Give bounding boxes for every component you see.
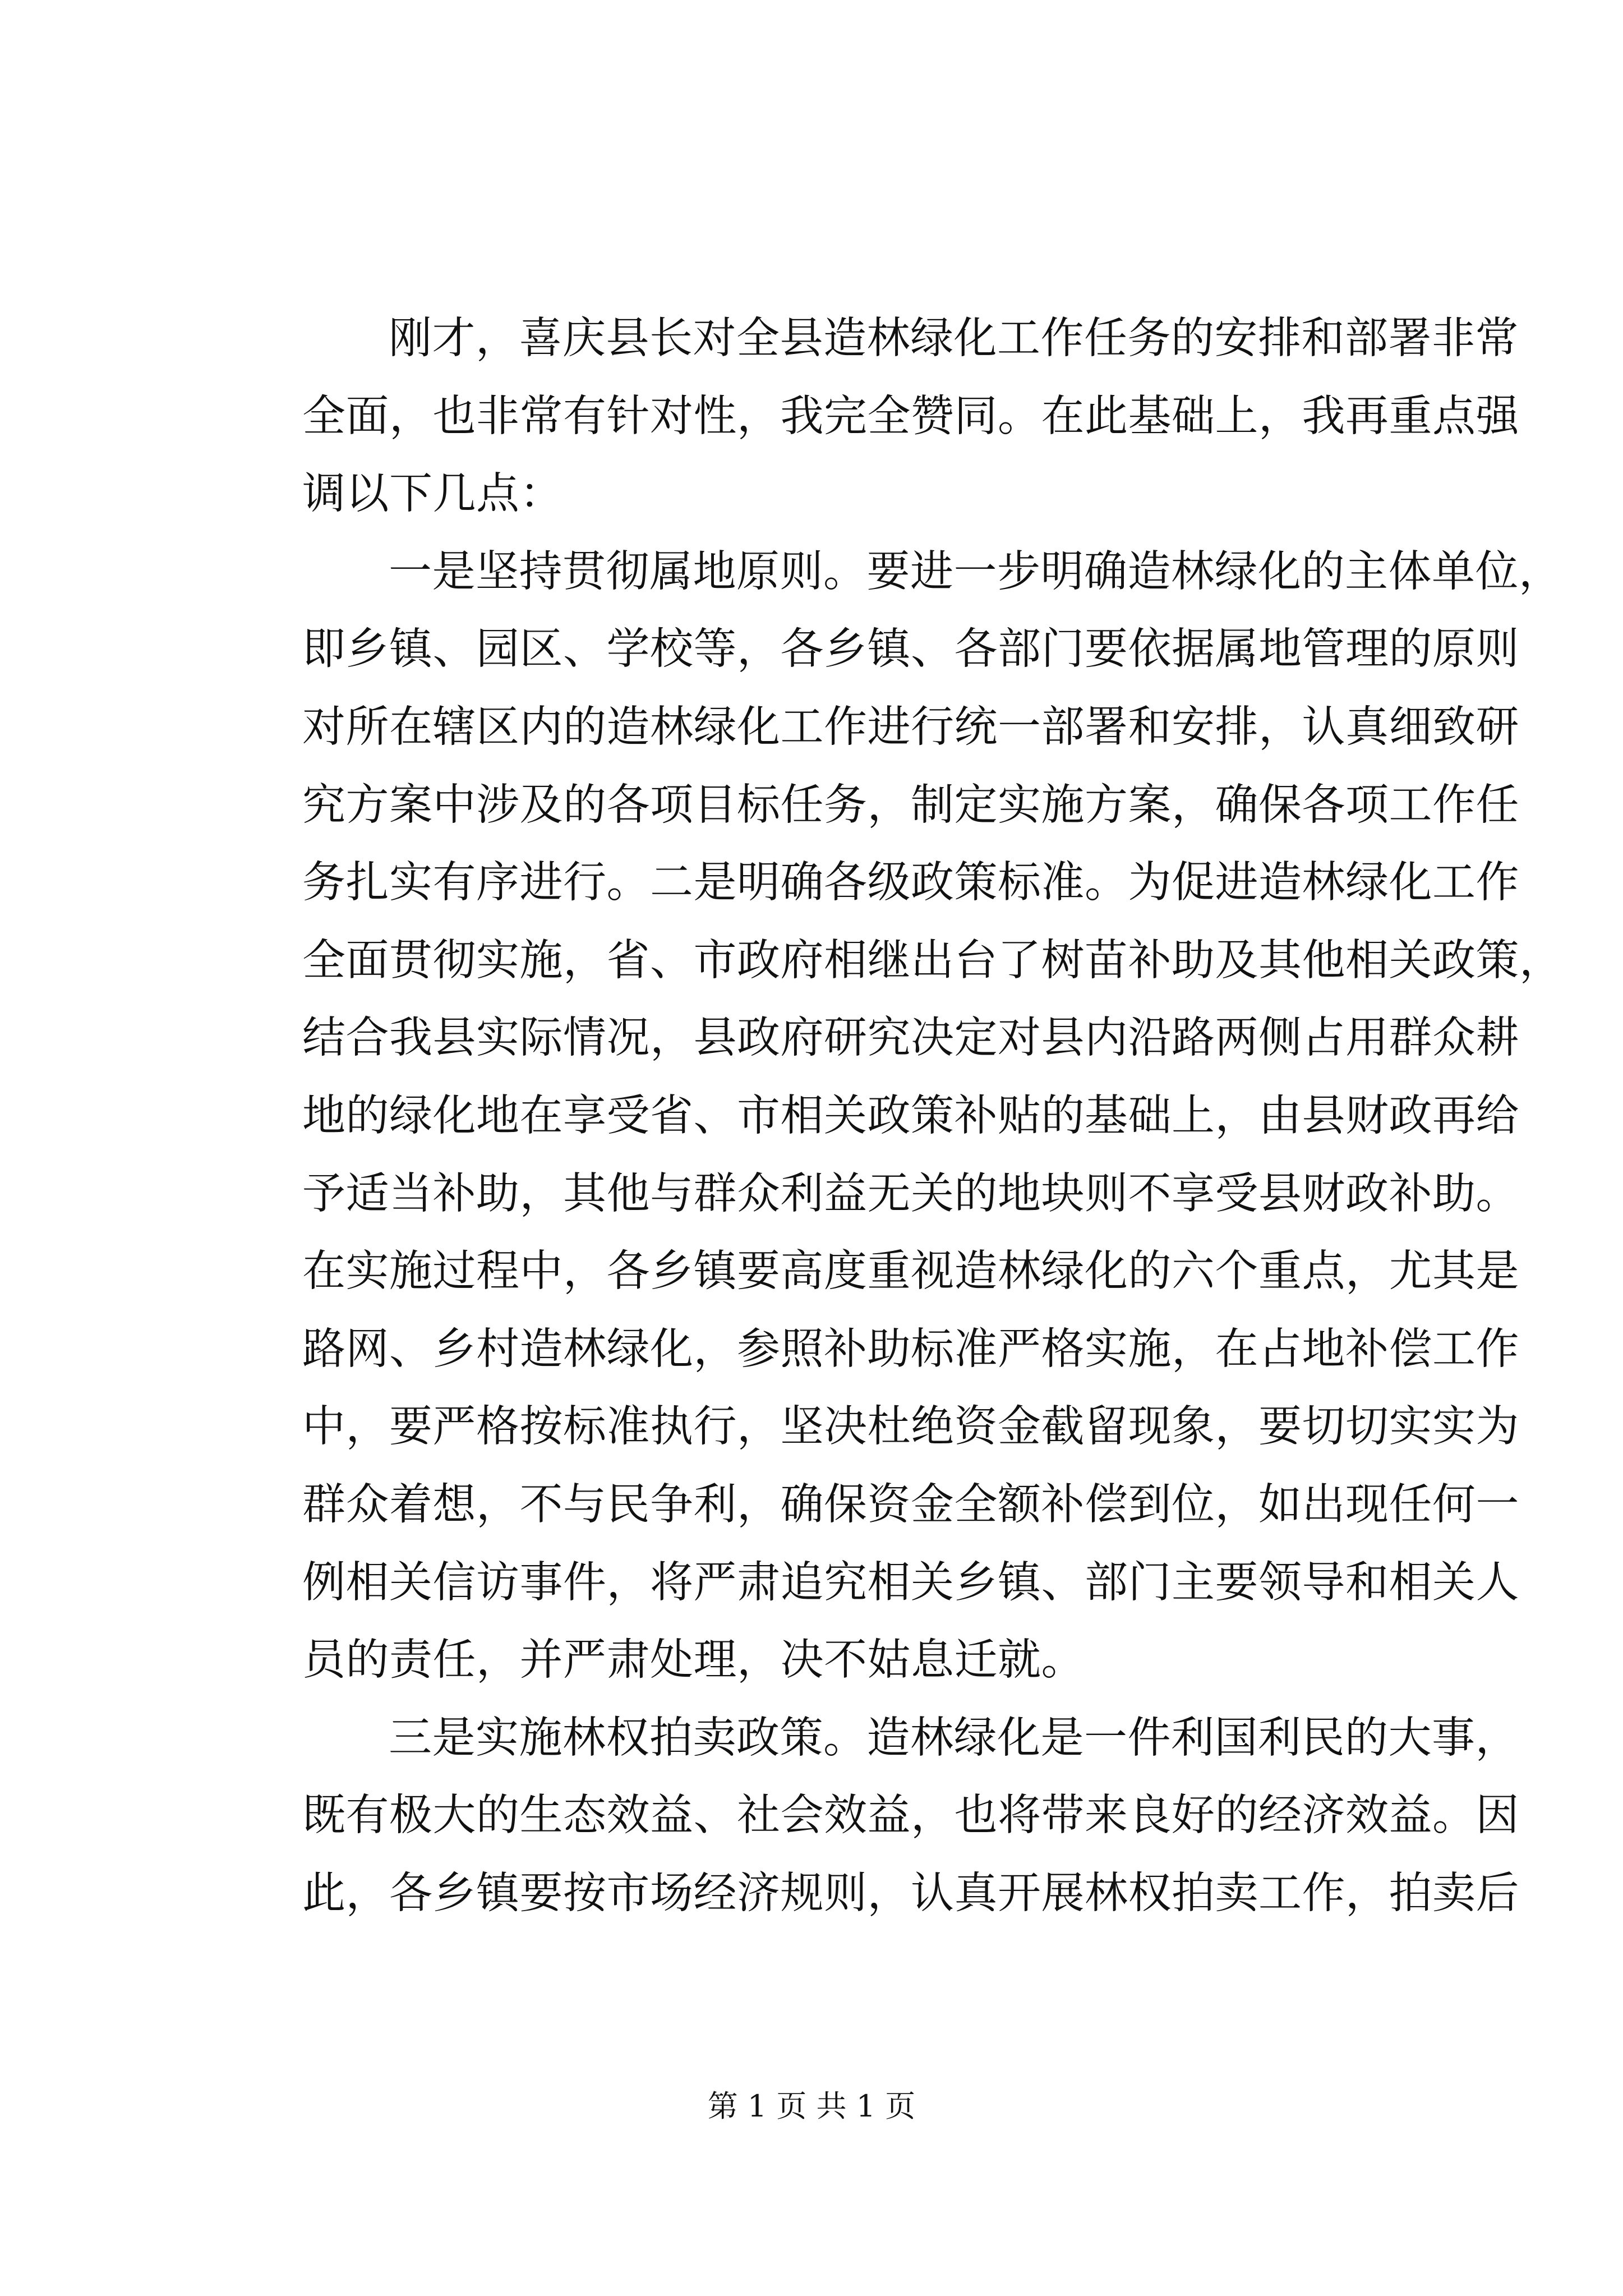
text-line: 全面，也非常有针对性，我完全赞同。在此基础上，我再重点强 [302, 391, 1519, 441]
document-body [216, 300, 1563, 1932]
paragraph-opening [216, 300, 1519, 533]
text-line: 在实施过程中，各乡镇要高度重视造林绿化的六个重点，尤其是 [302, 1246, 1519, 1297]
text-line: 此，各乡镇要按市场经济规则，认真开展林权拍卖工作，拍卖后 [302, 1868, 1519, 1918]
text-line: 予适当补助，其他与群众利益无关的地块则不享受县财政补助。 [302, 1168, 1519, 1219]
text-line: 究方案中涉及的各项目标任务，制定实施方案，确保各项工作任 [302, 780, 1519, 830]
text-line: 路网、乡村造林绿化，参照补助标准严格实施，在占地补偿工作 [302, 1324, 1519, 1374]
paragraph-point-three [216, 1700, 1519, 1933]
text-line: 既有极大的生态效益、社会效益，也将带来良好的经济效益。因 [302, 1791, 1519, 1841]
text-line: 群众着想，不与民争利，确保资金全额补偿到位，如出现任何一 [302, 1479, 1519, 1530]
text-line: 员的责任，并严肃处理，决不姑息迁就。 [302, 1635, 1085, 1686]
text-line: 中，要严格按标准执行，坚决杜绝资金截留现象，要切切实实为 [302, 1402, 1519, 1452]
text-line: 全面贯彻实施，省、市政府相继出台了树苗补助及其他相关政策， [302, 935, 1563, 986]
text-line: 一是坚持贯彻属地原则。要进一步明确造林绿化的主体单位， [389, 546, 1562, 597]
text-line: 三是实施林权拍卖政策。造林绿化是一件利国利民的大事， [389, 1713, 1519, 1763]
text-line: 结合我县实际情况，县政府研究决定对县内沿路两侧占用群众耕 [302, 1013, 1519, 1064]
text-line: 例相关信访事件，将严肃追究相关乡镇、部门主要领导和相关人 [302, 1557, 1519, 1608]
text-line: 调以下几点： [302, 469, 563, 519]
text-line: 对所在辖区内的造林绿化工作进行统一部署和安排，认真细致研 [302, 702, 1519, 752]
page-number-footer: 第 1 页 共 1 页 [707, 2088, 916, 2124]
text-line: 地的绿化地在享受省、市相关政策补贴的基础上，由县财政再给 [302, 1091, 1519, 1141]
text-line: 务扎实有序进行。二是明确各级政策标准。为促进造林绿化工作 [302, 858, 1519, 908]
text-line: 即乡镇、园区、学校等，各乡镇、各部门要依据属地管理的原则 [302, 624, 1519, 675]
paragraph-points-one-two [216, 533, 1563, 1700]
text-line: 刚才，喜庆县长对全县造林绿化工作任务的安排和部署非常 [389, 314, 1519, 364]
